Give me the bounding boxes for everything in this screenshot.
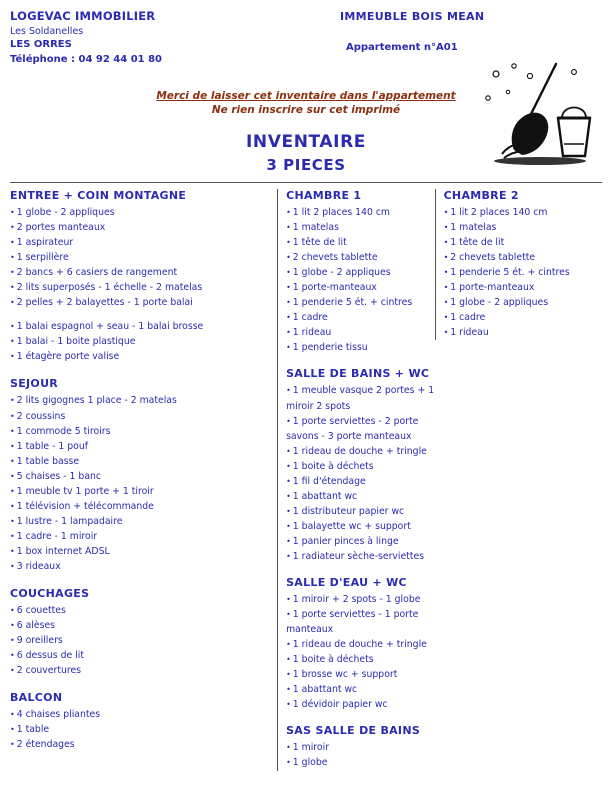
notice-line-2: Ne rien inscrire sur cet imprimé [211, 104, 401, 116]
column-left [10, 189, 277, 752]
title-sub: 3 PIECES [266, 156, 346, 174]
section-salle-d-eau-wc [286, 576, 434, 712]
list-item: • 1 télévision + télécommande [10, 499, 271, 514]
column-middle [277, 189, 434, 771]
list-item: • 3 rideaux [10, 559, 271, 574]
section-title-sejour: SEJOUR [10, 377, 59, 391]
list-item: • 5 chaises - 1 banc [10, 469, 271, 484]
list-item: • 1 porte serviettes - 1 porte manteaux [286, 607, 434, 637]
list-item: • 1 miroir [286, 740, 434, 755]
list-item: • 2 bancs + 6 casiers de rangement [10, 265, 271, 280]
list-item: • 2 étendages [10, 737, 271, 752]
list-item: • 1 aspirateur [10, 235, 271, 250]
list-item: • 2 couvertures [10, 663, 271, 678]
agency-city: LES ORRES [10, 39, 72, 51]
section-title-sas-salle-de-bains: SAS SALLE DE BAINS [286, 724, 421, 738]
title-main: INVENTAIRE [245, 132, 366, 152]
list-item: • 1 commode 5 tiroirs [10, 424, 271, 439]
list-item: • 1 balai espagnol + seau - 1 balai brosse [10, 319, 271, 334]
section-balcon [10, 691, 271, 752]
couchages-items [10, 603, 271, 678]
list-item: • 1 table [10, 722, 271, 737]
list-item: • 1 meuble tv 1 porte + 1 tiroir [10, 484, 271, 499]
salle-de-bains-wc-items [286, 383, 434, 564]
list-item: • 1 penderie 5 ét. + cintres [444, 265, 602, 280]
list-item: • 1 table basse [10, 454, 271, 469]
list-item: • 2 chevets tablette [286, 250, 434, 265]
list-item: • 1 boite à déchets [286, 459, 434, 474]
section-chambre2 [444, 189, 602, 340]
list-item: • 1 tête de lit [444, 235, 602, 250]
agency-phone: Téléphone : 04 92 44 01 80 [10, 53, 163, 65]
list-item: • 1 matelas [444, 220, 602, 235]
list-item: • 1 étagère porte valise [10, 349, 271, 364]
list-item: • 1 rideau [444, 325, 602, 340]
list-item: • 1 porte-manteaux [444, 280, 602, 295]
section-sas-salle-de-bains [286, 724, 434, 770]
list-item: • 1 globe - 2 appliques [10, 205, 271, 220]
apartment-number: Appartement n°A01 [346, 42, 458, 53]
list-item: • 1 cadre [444, 310, 602, 325]
section-title-salle-d-eau-wc: SALLE D'EAU + WC [286, 576, 407, 590]
cleaning-mop-bucket-icon [478, 58, 598, 168]
balcon-items [10, 707, 271, 752]
notice-line-1: Merci de laisser cet inventaire dans l'appartement [156, 90, 456, 102]
list-item: • 1 cadre [286, 310, 434, 325]
list-item: • 1 table - 1 pouf [10, 439, 271, 454]
section-title-chambre1: CHAMBRE 1 [286, 189, 362, 202]
list-item: • 1 boite à déchets [286, 652, 434, 667]
section-sejour [10, 377, 271, 574]
list-item: • 1 panier pinces à linge [286, 534, 434, 549]
list-item: • 1 abattant wc [286, 682, 434, 697]
list-item: • 1 meuble vasque 2 portes + 1 miroir 2 spots [286, 383, 434, 413]
list-item: • 1 abattant wc [286, 489, 434, 504]
list-item: • 1 balayette wc + support [286, 519, 434, 534]
list-item: • 1 dévidoir papier wc [286, 697, 434, 712]
list-item: • 1 distributeur papier wc [286, 504, 434, 519]
entree-items-group-2 [10, 319, 271, 364]
list-item: • 1 penderie tissu [286, 340, 434, 355]
list-item: • 1 cadre - 1 miroir [10, 529, 271, 544]
list-item: • 1 brosse wc + support [286, 667, 434, 682]
agency-name: LOGEVAC IMMOBILIER [10, 9, 156, 23]
sejour-items [10, 393, 271, 574]
list-item: • 1 globe - 2 appliques [444, 295, 602, 310]
list-item: • 1 rideau de douche + tringle [286, 444, 434, 459]
section-title-entree: ENTREE + COIN MONTAGNE [10, 189, 187, 202]
section-entree [10, 189, 271, 364]
list-item: • 1 penderie 5 ét. + cintres [286, 295, 434, 310]
section-title-salle-de-bains-wc: SALLE DE BAINS + WC [286, 367, 430, 381]
list-item: • 1 lustre - 1 lampadaire [10, 514, 271, 529]
list-item: • 2 lits superposés - 1 échelle - 2 matelas [10, 280, 271, 295]
list-item: • 1 fil d'étendage [286, 474, 434, 489]
divider-top [10, 182, 602, 183]
list-item: • 6 dessus de lit [10, 648, 271, 663]
list-item: • 6 alèses [10, 618, 271, 633]
list-item: • 1 porte serviettes - 2 porte savons - 3 porte manteaux [286, 414, 434, 444]
section-chambre1 [286, 189, 434, 355]
list-item: • 1 lit 2 places 140 cm [444, 205, 602, 220]
list-item: • 1 globe [286, 755, 434, 770]
salle-d-eau-wc-items [286, 592, 434, 712]
chambre1-items [286, 205, 434, 355]
list-item: • 2 lits gigognes 1 place - 2 matelas [10, 393, 271, 408]
list-item: • 1 box internet ADSL [10, 544, 271, 559]
section-couchages [10, 587, 271, 678]
list-item: • 1 rideau [286, 325, 434, 340]
agency-address-line: Les Soldanelles [10, 25, 84, 37]
agency-block [10, 8, 162, 67]
list-item: • 1 radiateur sèche-serviettes [286, 549, 434, 564]
inventory-columns [10, 189, 602, 771]
list-item: • 6 couettes [10, 603, 271, 618]
sas-salle-de-bains-items [286, 740, 434, 770]
section-title-couchages: COUCHAGES [10, 587, 90, 601]
column-right [435, 189, 602, 340]
entree-items-group-1 [10, 205, 271, 310]
building-name: IMMEUBLE BOIS MEAN [340, 10, 485, 23]
list-item: • 1 globe - 2 appliques [286, 265, 434, 280]
list-item: • 2 portes manteaux [10, 220, 271, 235]
list-item: • 1 matelas [286, 220, 434, 235]
list-item: • 1 lit 2 places 140 cm [286, 205, 434, 220]
list-item: • 1 serpillère [10, 250, 271, 265]
section-title-balcon: BALCON [10, 691, 63, 705]
chambre2-items [444, 205, 602, 340]
list-item: • 2 chevets tablette [444, 250, 602, 265]
list-item: • 1 miroir + 2 spots - 1 globe [286, 592, 434, 607]
section-title-chambre2: CHAMBRE 2 [443, 189, 519, 202]
list-item: • 1 tête de lit [286, 235, 434, 250]
list-item: • 1 rideau de douche + tringle [286, 637, 434, 652]
list-item: • 2 pelles + 2 balayettes - 1 porte balai [10, 295, 271, 310]
list-item: • 1 porte-manteaux [286, 280, 434, 295]
list-item: • 1 balai - 1 boite plastique [10, 334, 271, 349]
list-item: • 4 chaises pliantes [10, 707, 271, 722]
list-item: • 2 coussins [10, 409, 271, 424]
section-salle-de-bains-wc [286, 367, 434, 564]
list-item: • 9 oreillers [10, 633, 271, 648]
spacer [10, 310, 271, 319]
